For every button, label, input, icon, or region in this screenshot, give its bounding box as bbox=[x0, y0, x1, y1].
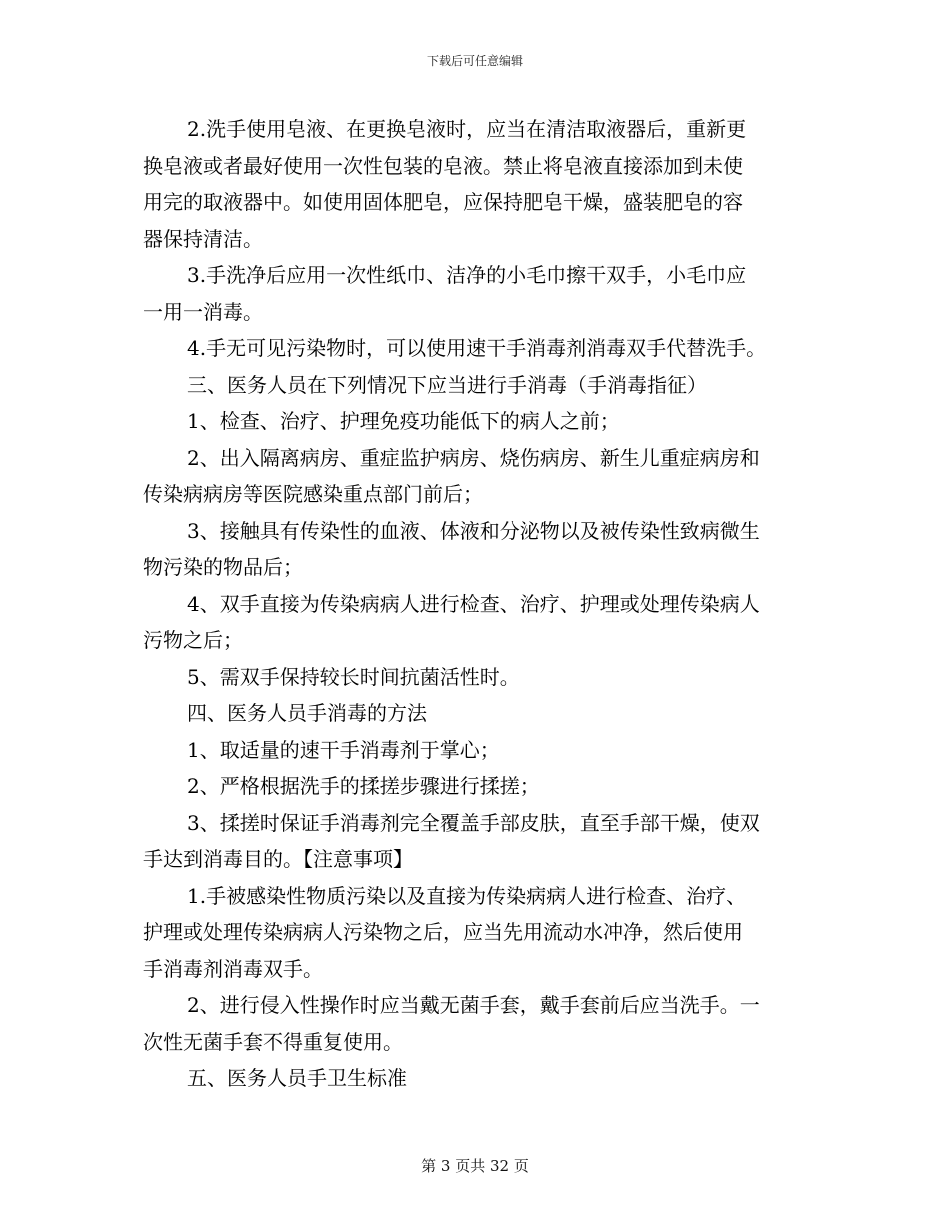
text-line: 4、双手直接为传染病病人进行检查、治疗、护理或处理传染病人 bbox=[187, 591, 760, 616]
text-line: 手达到消毒目的。【注意事项】 bbox=[143, 847, 413, 871]
text-line: 传染病病房等医院感染重点部门前后； bbox=[143, 482, 483, 506]
text-line: 3、揉搓时保证手消毒剂完全覆盖手部皮肤，直至手部干燥，使双 bbox=[187, 810, 760, 835]
text-line: 用完的取液器中。如使用固体肥皂，应保持肥皂干燥，盛装肥皂的容 bbox=[143, 190, 743, 214]
text-line: 手消毒剂消毒双手。 bbox=[143, 956, 323, 981]
page-header: 下载后可任意编辑 bbox=[426, 54, 523, 68]
text-line: 1.手被感染性物质污染以及直接为传染病病人进行检查、治疗、 bbox=[187, 883, 747, 908]
text-line: 物污染的物品后； bbox=[143, 555, 303, 579]
text-line: 2、进行侵入性操作时应当戴无菌手套，戴手套前后应当洗手。一 bbox=[187, 993, 760, 1017]
text-line: 四、医务人员手消毒的方法 bbox=[187, 701, 427, 725]
text-line: 器保持清洁。 bbox=[143, 226, 263, 251]
document-body bbox=[143, 111, 811, 1097]
text-line: 三、医务人员在下列情况下应当进行手消毒（手消毒指征） bbox=[187, 372, 707, 397]
text-line: 3、接触具有传染性的血液、体液和分泌物以及被传染性致病微生 bbox=[187, 518, 760, 543]
text-line: 换皂液或者最好使用一次性包装的皂液。禁止将皂液直接添加到未使 bbox=[143, 153, 743, 178]
text-line: 5、需双手保持较长时间抗菌活性时。 bbox=[187, 664, 520, 689]
text-line: 2、出入隔离病房、重症监护病房、烧伤病房、新生儿重症病房和 bbox=[187, 445, 760, 470]
text-line: 1、检查、治疗、护理免疫功能低下的病人之前； bbox=[187, 409, 620, 433]
text-line: 2.洗手使用皂液、在更换皂液时，应当在清洁取液器后，重新更 bbox=[187, 117, 747, 141]
text-line: 护理或处理传染病病人污染物之后，应当先用流动水冲净，然后使用 bbox=[143, 920, 743, 944]
text-line: 次性无菌手套不得重复使用。 bbox=[143, 1029, 403, 1054]
text-line: 五、医务人员手卫生标准 bbox=[187, 1066, 407, 1090]
text-line: 污物之后； bbox=[143, 628, 243, 652]
page-footer: 第 3 页共 32 页 bbox=[421, 1157, 529, 1175]
text-line: 2、严格根据洗手的揉搓步骤进行揉搓； bbox=[187, 774, 540, 798]
text-line: 1、取适量的速干手消毒剂于掌心； bbox=[187, 737, 500, 762]
text-line: 3.手洗净后应用一次性纸巾、洁净的小毛巾擦干双手，小毛巾应 bbox=[187, 263, 747, 287]
text-line: 一用一消毒。 bbox=[143, 299, 263, 324]
text-line: 4.手无可见污染物时，可以使用速干手消毒剂消毒双手代替洗手。 bbox=[187, 336, 767, 360]
